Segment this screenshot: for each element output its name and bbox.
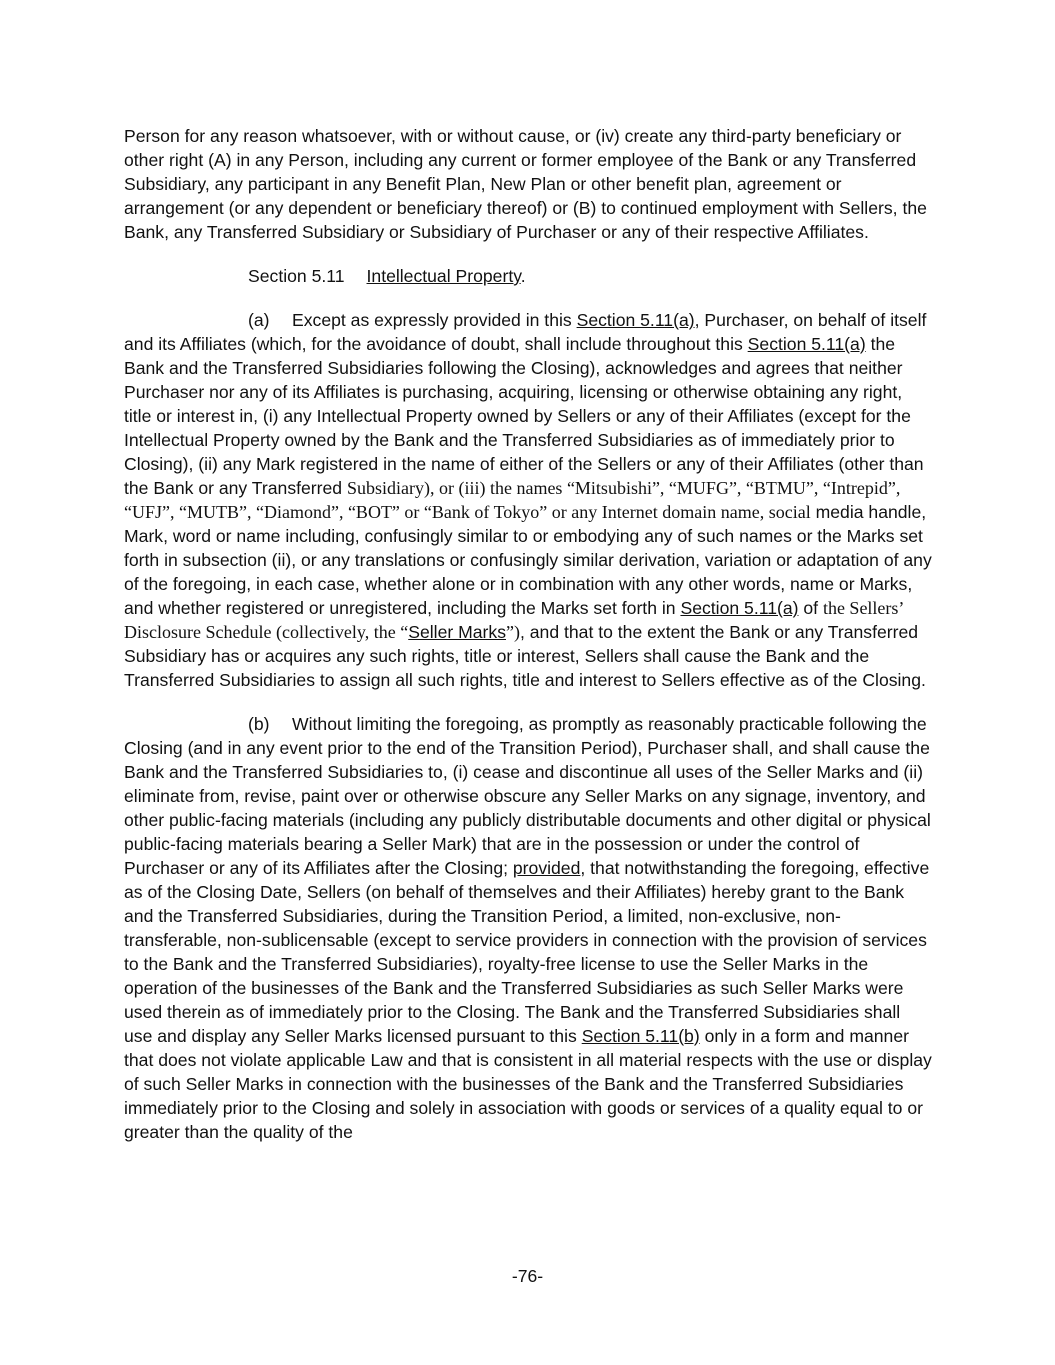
paragraph-marker: (a): [248, 310, 270, 330]
cross-reference: Section 5.11(a): [680, 598, 799, 618]
paragraph-marker: (b): [248, 714, 270, 734]
text-run: Without limiting the foregoing, as promptly as reasonably practicable following the Closing (and in any event prior to the end of the Transition Period), Purchaser shall, and shall cause the Bank and the Transferred Subsidiaries to, (i) cease and discontinue all uses of the Seller Marks and (ii) eliminate from, revise, paint over or otherwise obscure any Seller Marks on any signage, inventory, and other public-facing materials (including any publicly distributable documents and other digital or physical public-facing materials bearing a Seller Mark) that are in the possession or under the control of Purchaser or any of its Affiliates after the Closing;: [124, 714, 931, 878]
text-run-serif: Subsidiary), or (iii) the names “Mitsubishi”, “MUFG”, “BTMU”, “Intrepid”, “UFJ”, “MUTB”, “Diamond”, “BOT” or “Bank of Tokyo” or any Internet domain name, social: [124, 478, 901, 522]
cross-reference: Section 5.11(a): [576, 310, 695, 330]
cross-reference: Section 5.11(a): [747, 334, 866, 354]
text-run: only in a form and manner that does not violate applicable Law and that is consistent in all material respects with the use or display of such Seller Marks in connection with the businesses of the Bank and the Transferred Subsidiaries immediately prior to the Closing and solely in association with goods or services of a quality equal to or greater than the quality of the: [124, 1026, 932, 1142]
section-number: Section 5.11: [248, 266, 345, 286]
document-page: [124, 124, 932, 1164]
text-run-serif: ”): [506, 622, 520, 642]
text-run: of: [798, 598, 823, 618]
text-run: , and that to the extent the Bank or any Transferred Subsidiary has or acquires any such rights, title or interest, Sellers shall cause the Bank and the Transferred Subsidiaries to assign all such rights, title and interest to Sellers effective as of the Closing.: [124, 622, 926, 690]
text-run: , Purchaser, on behalf of itself and its Affiliates (which, for the avoidance of doubt, shall include throughout this: [124, 310, 927, 354]
section-title: Intellectual Property: [366, 266, 521, 286]
text-run-serif: the Sellers’ Disclosure Schedule (collectively, the “: [124, 598, 904, 642]
section-heading: [124, 264, 932, 288]
defined-term: Seller Marks: [408, 622, 506, 642]
defined-term: provided: [512, 858, 581, 878]
page-number: -76-: [511, 1266, 544, 1286]
text-run: , that notwithstanding the foregoing, effective as of the Closing Date, Sellers (on behalf of themselves and their Affiliates) hereby grant to the Bank and the Transferred Subsidiaries, during the Transition Period, a limited, non-exclusive, non-transferable, non-sublicensable (except to service providers in connection with the provision of services to the Bank and the Transferred Subsidiaries), royalty-free license to use the Seller Marks in the operation of the businesses of the Bank and the Transferred Subsidiaries as such Seller Marks were used therein as of immediately prior to the Closing. The Bank and the Transferred Subsidiaries shall use and display any Seller Marks licensed pursuant to this: [124, 858, 930, 1046]
paragraph-text: Person for any reason whatsoever, with or without cause, or (iv) create any third-party beneficiary or other right (A) in any Person, including any current or former employee of the Bank or any Transferred Subsidiary, any participant in any Benefit Plan, New Plan or other benefit plan, agreement or arrangement (or any dependent or beneficiary thereof) or (B) to continued employment with Sellers, the Bank, any Transferred Subsidiary or Subsidiary of Purchaser or any of their respective Affiliates.: [124, 126, 927, 242]
text-run: the Bank and the Transferred Subsidiaries following the Closing), acknowledges and agrees that neither Purchaser nor any of its Affiliates is purchasing, acquiring, licensing or otherwise obtaining any right, title or interest in, (i) any Intellectual Property owned by Sellers or any of their Affiliates (except for the Intellectual Property owned by the Bank and the Transferred Subsidiaries as of immediately prior to Closing), (ii) any Mark registered in the name of either of the Sellers or any of their Affiliates (other than the Bank or any Transferred: [124, 334, 924, 498]
section-title-period: .: [520, 266, 526, 286]
text-run: Except as expressly provided in this: [292, 310, 577, 330]
paragraph-a: [124, 308, 932, 692]
paragraph-b: [124, 712, 932, 1144]
paragraph-continuation: [124, 124, 932, 244]
cross-reference: Section 5.11(b): [581, 1026, 700, 1046]
text-run: media handle, Mark, word or name including, confusingly similar to or embodying any of such names or the Marks set forth in subsection (ii), or any translations or confusingly similar derivation, variation or adaptation of any of the foregoing, in each case, whether alone or in combination with any other words, name or Marks, and whether registered or unregistered, including the Marks set forth in: [124, 502, 932, 618]
